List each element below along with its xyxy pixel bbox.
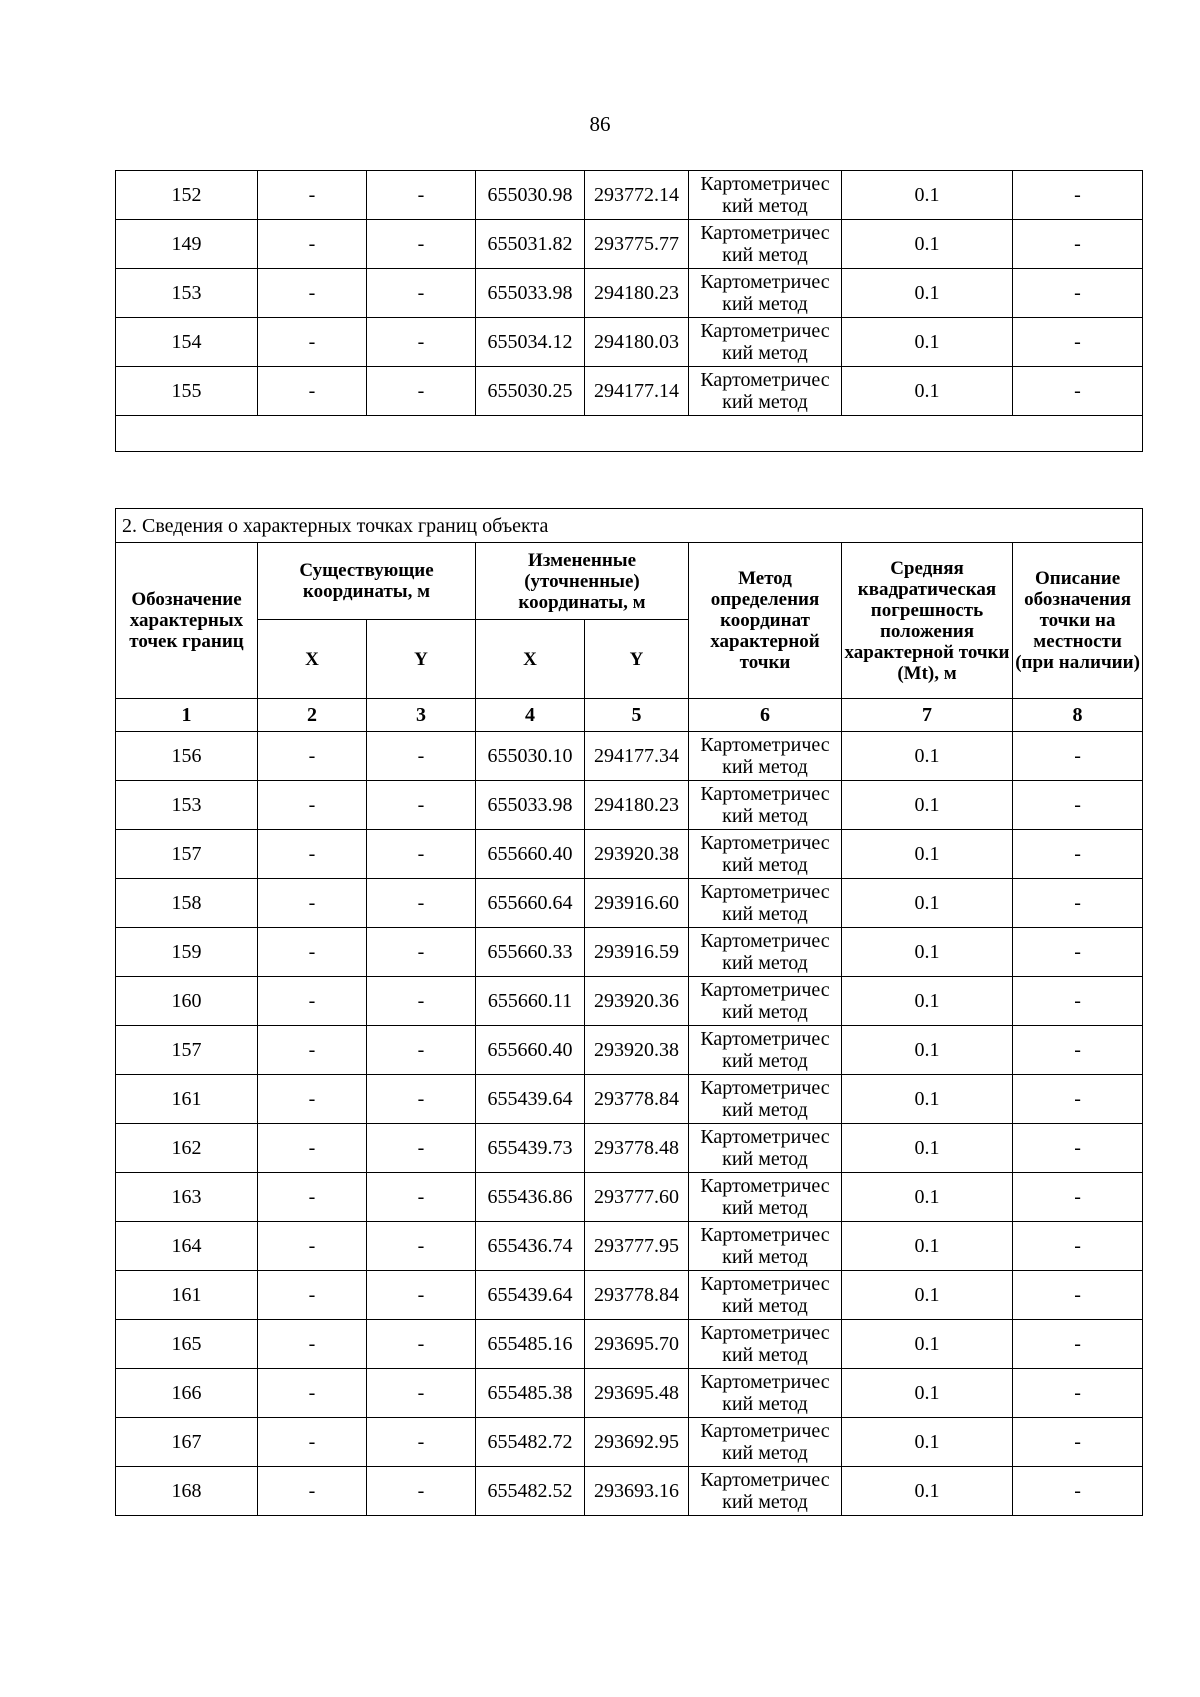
empty-row [116,416,1143,452]
header-mean-square-error: Средняя квадратическая погрешность положения характерной точки (Mt), м [842,543,1013,699]
cell-existing-x: - [258,830,367,879]
cell-method: Картометричес кий метод [689,830,842,879]
table-row [116,1222,1143,1271]
cell-existing-x: - [258,879,367,928]
cell-changed-y: 293777.95 [585,1222,689,1271]
cell-changed-x: 655030.25 [476,367,585,416]
cell-existing-x: - [258,1124,367,1173]
column-number: 5 [585,699,689,732]
cell-method: Картометричес кий метод [689,1467,842,1516]
header-changed-y: Y [585,620,689,699]
cell-description: - [1013,171,1143,220]
cell-existing-y: - [367,732,476,781]
cell-existing-y: - [367,1026,476,1075]
cell-changed-x: 655030.10 [476,732,585,781]
cell-point-id: 161 [116,1271,258,1320]
cell-changed-x: 655485.38 [476,1369,585,1418]
table-row [116,269,1143,318]
cell-error: 0.1 [842,1320,1013,1369]
cell-method: Картометричес кий метод [689,1369,842,1418]
cell-existing-x: - [258,928,367,977]
cell-existing-x: - [258,1418,367,1467]
cell-existing-x: - [258,977,367,1026]
cell-existing-y: - [367,1271,476,1320]
table-row [116,171,1143,220]
cell-description: - [1013,1075,1143,1124]
cell-method: Картометричес кий метод [689,928,842,977]
cell-existing-y: - [367,318,476,367]
cell-method: Картометричес кий метод [689,1075,842,1124]
cell-existing-y: - [367,367,476,416]
cell-point-id: 152 [116,171,258,220]
cell-existing-x: - [258,1026,367,1075]
table-row [116,1418,1143,1467]
cell-changed-y: 293916.59 [585,928,689,977]
cell-existing-x: - [258,781,367,830]
cell-existing-y: - [367,1418,476,1467]
cell-changed-x: 655439.64 [476,1271,585,1320]
cell-point-id: 153 [116,781,258,830]
cell-description: - [1013,269,1143,318]
top-coordinates-table [115,170,1143,452]
cell-existing-y: - [367,1124,476,1173]
cell-error: 0.1 [842,1467,1013,1516]
cell-description: - [1013,367,1143,416]
cell-error: 0.1 [842,318,1013,367]
cell-description: - [1013,1467,1143,1516]
cell-changed-x: 655660.40 [476,830,585,879]
cell-method: Картометричес кий метод [689,318,842,367]
table-row [116,1124,1143,1173]
cell-error: 0.1 [842,1418,1013,1467]
cell-changed-x: 655034.12 [476,318,585,367]
cell-point-id: 167 [116,1418,258,1467]
cell-changed-x: 655660.64 [476,879,585,928]
boundary-points-table [115,508,1143,1516]
table-row [116,318,1143,367]
column-number: 2 [258,699,367,732]
cell-changed-y: 293778.48 [585,1124,689,1173]
cell-description: - [1013,928,1143,977]
cell-existing-y: - [367,220,476,269]
top-table-body [116,171,1143,452]
cell-existing-y: - [367,1320,476,1369]
cell-changed-x: 655030.98 [476,171,585,220]
cell-error: 0.1 [842,977,1013,1026]
cell-existing-x: - [258,1173,367,1222]
cell-existing-x: - [258,1222,367,1271]
cell-error: 0.1 [842,1075,1013,1124]
cell-point-id: 161 [116,1075,258,1124]
cell-method: Картометричес кий метод [689,781,842,830]
cell-point-id: 157 [116,1026,258,1075]
cell-existing-y: - [367,928,476,977]
cell-changed-x: 655033.98 [476,269,585,318]
cell-method: Картометричес кий метод [689,1320,842,1369]
cell-point-id: 163 [116,1173,258,1222]
cell-method: Картометричес кий метод [689,1222,842,1271]
cell-existing-x: - [258,1320,367,1369]
cell-existing-x: - [258,220,367,269]
cell-changed-x: 655436.74 [476,1222,585,1271]
cell-method: Картометричес кий метод [689,1271,842,1320]
table-row [116,781,1143,830]
cell-error: 0.1 [842,367,1013,416]
cell-existing-x: - [258,732,367,781]
cell-error: 0.1 [842,781,1013,830]
cell-changed-y: 293777.60 [585,1173,689,1222]
cell-existing-y: - [367,269,476,318]
cell-description: - [1013,1418,1143,1467]
cell-method: Картометричес кий метод [689,879,842,928]
cell-changed-y: 293778.84 [585,1271,689,1320]
bottom-table-body [116,732,1143,1516]
cell-error: 0.1 [842,1271,1013,1320]
cell-existing-x: - [258,318,367,367]
cell-description: - [1013,1320,1143,1369]
table-row [116,1320,1143,1369]
header-changed-coordinates: Измененные (уточненные) координаты, м [476,543,689,620]
column-number: 8 [1013,699,1143,732]
cell-existing-y: - [367,1467,476,1516]
cell-description: - [1013,879,1143,928]
column-number: 6 [689,699,842,732]
column-number: 4 [476,699,585,732]
cell-point-id: 158 [116,879,258,928]
header-description: Описание обозначения точки на местности (при наличии) [1013,543,1143,699]
cell-existing-y: - [367,1222,476,1271]
cell-changed-y: 293920.38 [585,830,689,879]
cell-point-id: 157 [116,830,258,879]
cell-changed-y: 293775.77 [585,220,689,269]
table-row [116,367,1143,416]
cell-error: 0.1 [842,1026,1013,1075]
table-row [116,1173,1143,1222]
cell-existing-x: - [258,269,367,318]
cell-description: - [1013,1222,1143,1271]
cell-method: Картометричес кий метод [689,977,842,1026]
cell-point-id: 166 [116,1369,258,1418]
cell-error: 0.1 [842,1369,1013,1418]
cell-changed-y: 294177.14 [585,367,689,416]
cell-existing-x: - [258,367,367,416]
cell-changed-y: 293692.95 [585,1418,689,1467]
table-row [116,879,1143,928]
header-existing-y: Y [367,620,476,699]
empty-cell [116,416,1143,452]
cell-existing-y: - [367,1369,476,1418]
table-row [116,1271,1143,1320]
cell-changed-x: 655439.73 [476,1124,585,1173]
cell-existing-y: - [367,879,476,928]
cell-error: 0.1 [842,879,1013,928]
cell-changed-y: 293920.36 [585,977,689,1026]
cell-error: 0.1 [842,1173,1013,1222]
cell-error: 0.1 [842,830,1013,879]
cell-point-id: 164 [116,1222,258,1271]
cell-existing-y: - [367,781,476,830]
cell-point-id: 162 [116,1124,258,1173]
cell-description: - [1013,1271,1143,1320]
cell-description: - [1013,732,1143,781]
cell-method: Картометричес кий метод [689,1124,842,1173]
cell-changed-y: 293772.14 [585,171,689,220]
cell-existing-x: - [258,1075,367,1124]
cell-changed-x: 655439.64 [476,1075,585,1124]
cell-error: 0.1 [842,928,1013,977]
cell-existing-x: - [258,1369,367,1418]
cell-error: 0.1 [842,171,1013,220]
cell-changed-y: 293916.60 [585,879,689,928]
cell-method: Картометричес кий метод [689,269,842,318]
cell-method: Картометричес кий метод [689,1418,842,1467]
cell-changed-x: 655485.16 [476,1320,585,1369]
table-row [116,830,1143,879]
cell-point-id: 156 [116,732,258,781]
table-row [116,1075,1143,1124]
column-number: 7 [842,699,1013,732]
cell-point-id: 159 [116,928,258,977]
table-row [116,1026,1143,1075]
cell-existing-x: - [258,1467,367,1516]
column-number: 3 [367,699,476,732]
header-existing-x: X [258,620,367,699]
cell-point-id: 155 [116,367,258,416]
cell-changed-x: 655482.52 [476,1467,585,1516]
cell-changed-y: 293920.38 [585,1026,689,1075]
cell-description: - [1013,1026,1143,1075]
cell-changed-y: 293693.16 [585,1467,689,1516]
cell-changed-x: 655660.11 [476,977,585,1026]
cell-changed-x: 655436.86 [476,1173,585,1222]
cell-existing-y: - [367,1173,476,1222]
cell-existing-x: - [258,1271,367,1320]
cell-method: Картометричес кий метод [689,220,842,269]
cell-point-id: 154 [116,318,258,367]
cell-method: Картометричес кий метод [689,1173,842,1222]
cell-changed-x: 655482.72 [476,1418,585,1467]
cell-point-id: 149 [116,220,258,269]
cell-error: 0.1 [842,220,1013,269]
cell-point-id: 153 [116,269,258,318]
table-row [116,977,1143,1026]
header-method: Метод определения координат характерной точки [689,543,842,699]
cell-description: - [1013,220,1143,269]
table-row [116,1467,1143,1516]
cell-existing-x: - [258,171,367,220]
cell-changed-y: 294180.23 [585,269,689,318]
cell-changed-x: 655660.40 [476,1026,585,1075]
cell-description: - [1013,781,1143,830]
cell-changed-y: 293695.70 [585,1320,689,1369]
cell-changed-y: 294177.34 [585,732,689,781]
cell-method: Картометричес кий метод [689,1026,842,1075]
table-caption: 2. Сведения о характерных точках границ объекта [116,509,1143,543]
cell-error: 0.1 [842,1124,1013,1173]
cell-existing-y: - [367,830,476,879]
cell-existing-y: - [367,977,476,1026]
cell-method: Картометричес кий метод [689,171,842,220]
table-row [116,1369,1143,1418]
table-row [116,220,1143,269]
cell-error: 0.1 [842,1222,1013,1271]
cell-error: 0.1 [842,732,1013,781]
cell-point-id: 160 [116,977,258,1026]
column-numbers-row [116,699,1143,732]
cell-description: - [1013,1369,1143,1418]
cell-description: - [1013,1173,1143,1222]
cell-method: Картометричес кий метод [689,732,842,781]
header-existing-coordinates: Существующие координаты, м [258,543,476,620]
cell-description: - [1013,977,1143,1026]
cell-existing-y: - [367,171,476,220]
cell-existing-y: - [367,1075,476,1124]
page-number: 86 [589,112,611,136]
cell-description: - [1013,830,1143,879]
cell-point-id: 165 [116,1320,258,1369]
cell-description: - [1013,318,1143,367]
cell-description: - [1013,1124,1143,1173]
cell-method: Картометричес кий метод [689,367,842,416]
cell-changed-y: 293695.48 [585,1369,689,1418]
cell-changed-y: 294180.03 [585,318,689,367]
cell-error: 0.1 [842,269,1013,318]
cell-changed-x: 655031.82 [476,220,585,269]
table-row [116,928,1143,977]
header-point-designation: Обозначение характерных точек границ [116,543,258,699]
column-number: 1 [116,699,258,732]
cell-changed-y: 293778.84 [585,1075,689,1124]
cell-changed-y: 294180.23 [585,781,689,830]
header-changed-x: X [476,620,585,699]
cell-point-id: 168 [116,1467,258,1516]
cell-changed-x: 655033.98 [476,781,585,830]
table-row [116,732,1143,781]
cell-changed-x: 655660.33 [476,928,585,977]
